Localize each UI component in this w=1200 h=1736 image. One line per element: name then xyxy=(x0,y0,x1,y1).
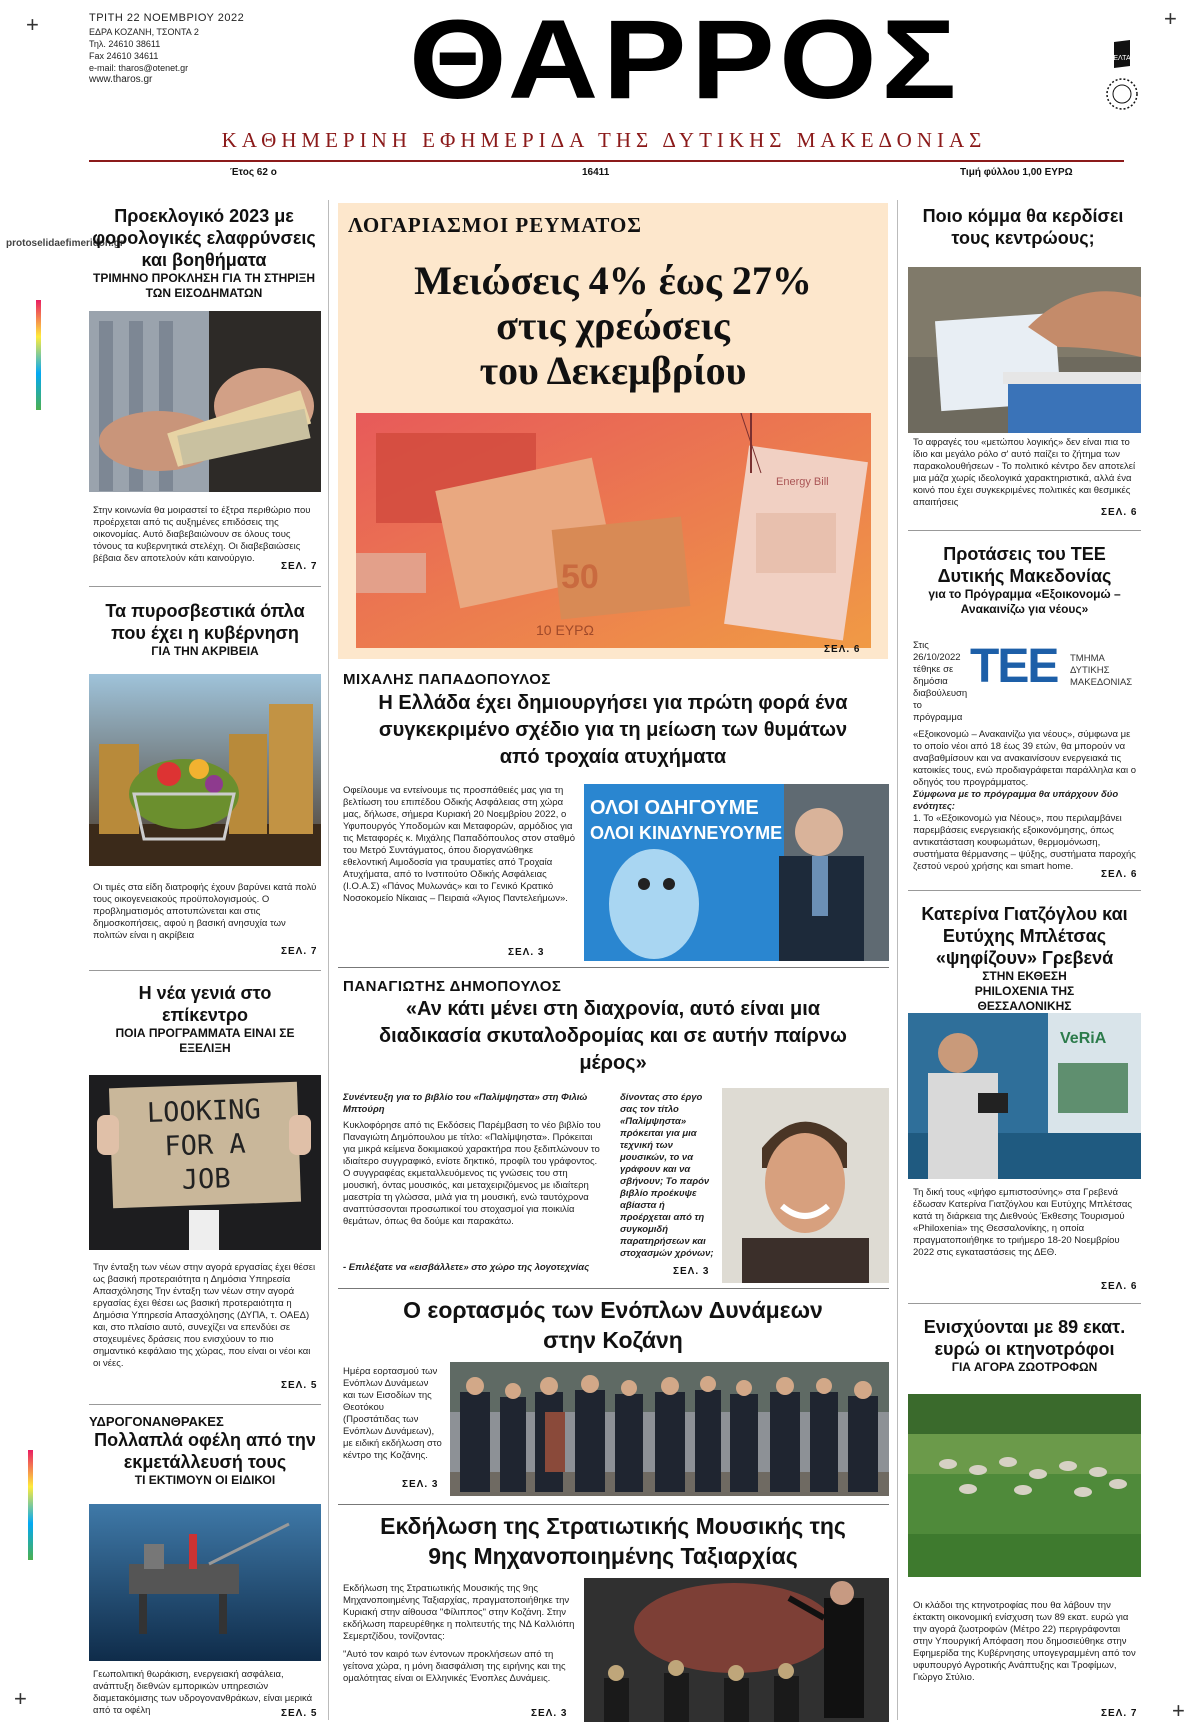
headline[interactable]: «Αν κάτι μένει στη διαχρονία, αυτό είναι μια διαδικασία σκυταλοδρομίας και σε αυτήν παίρνω μέρος» xyxy=(379,998,847,1074)
color-strip xyxy=(28,1450,33,1560)
article-text: Γεωπολιτική θωράκιση, ενεργειακή ασφάλεια, ανάπτυξη διεθνών εμπορικών υπηρεσιών διαμετακόμισης των υδρογονανθράκων, είναι μερικά από τα οφέλη xyxy=(93,1669,313,1716)
section-rule xyxy=(338,1504,889,1505)
sign-line: LOOKING xyxy=(146,1094,262,1129)
subheadline: ΠΟΙΑ ΠΡΟΓΡΑΜΜΑΤΑ ΕΙΝΑΙ ΣΕ ΕΞΕΛΙΞΗ xyxy=(115,1026,295,1055)
year-label: Έτος 62 ο xyxy=(230,167,277,178)
headline-line: στις χρεώσεις xyxy=(496,303,730,348)
banner-text: ΟΛΟΙ ΟΔΗΓΟΥΜΕ xyxy=(590,797,759,819)
headline[interactable]: Πολλαπλά οφέλη από την εκμετάλλευσή τους xyxy=(94,1430,316,1472)
subheadline: ΤΡΙΜΗΝΟ ΠΡΟΚΛΗΣΗ ΓΙΑ ΤΗ ΣΤΗΡΙΞΗ ΤΩΝ ΕΙΣΟΔΗΜΑΤΩΝ xyxy=(92,271,315,300)
article-text: Τη δική τους «ψήφο εμπιστοσύνης» στα Γρεβενά έδωσαν Κατερίνα Γιατζόγλου και Ευτύχης Μπλέτσας κατά τη διάρκεια της Διεθνούς Έκθεσης Τουρισμού «Philoxenia» της Θεσσαλονίκης, η οποία πραγματοποιήθηκε το τριήμερο 18-20 Νοεμβρίου 2022 στις εγκαταστάσεις της ΔΕΘ. xyxy=(913,1187,1132,1258)
note-label: 10 ΕΥΡΩ xyxy=(536,622,594,638)
headline[interactable]: Η νέα γενιά στο επίκεντρο xyxy=(138,983,272,1025)
article-text: Το αφραγές του «μετώπου λογικής» δεν είναι πια το ίδιο και μεγάλο ρόλο σ' αυτό παίζει το ζήτημα των παρακολουθήσεων - Το πολιτικό κέντρο δεν αποτελεί μια μάζα χωρίς ιδεολογικά χαρακτηριστικά, αλλά ένα κοινό που έχει συγκεκριμένες πολιτικές και θεσμικές απαιτήσεις xyxy=(913,437,1136,508)
page-ref[interactable]: ΣΕΛ. 3 xyxy=(508,947,545,958)
headline[interactable]: Ποιο κόμμα θα κερδίσει τους κεντρώους; xyxy=(922,206,1124,248)
page-ref[interactable]: ΣΕΛ. 6 xyxy=(1101,507,1138,518)
section-rule xyxy=(89,1404,321,1405)
oil-rig-photo xyxy=(89,1504,321,1661)
booth-sign: VeRiA xyxy=(1060,1030,1107,1047)
food-basket-photo xyxy=(89,674,321,866)
watermark: protoselidaefimeridon.gr xyxy=(6,238,124,249)
article-text: Οι τιμές στα είδη διατροφής έχουν βαρύνει κατά πολύ τους οικογενειακούς προϋπολογισμούς. Ο προβληματισμός αποτυπώνεται και στις δημοσκοπήσεις, αφού η βασική ανησυχία των πολιτών είναι η ακρίβεια xyxy=(93,882,317,941)
headline[interactable]: Ο εορτασμός των Ενόπλων Δυνάμεων στην Κοζάνη xyxy=(403,1297,823,1353)
article-text: Οφείλουμε να εντείνουμε τις προσπάθειές μας για τη βελτίωση του επιπέδου Οδικής Ασφάλειας στη χώρα μας, δήλωσε, σήμερα Κυριακή 20 Νοεμβρίου 2022, ο Υφυπουργός Υποδομών και Μεταφορών, αρμόδιος για τις Μεταφορές κ. Μιχάλης Παπαδόπουλος στον σταθμό του Μετρό Συντάγματος, όπου διοργανώθηκε εθελοντική Αιμοδοσία για τραυματίες από Τροχαία Ατυχήματα, από το Ινστιτούτο Οδικής Ασφάλειας (Ι.Ο.Α.Σ) «Πάνος Μυλωνάς» και το Γενικό Κρατικό Νοσοκομείο Νίκαιας – Πειραιά «Άγιος Παντελεήμων». xyxy=(343,785,576,904)
masthead-subtitle: ΚΑΘΗΜΕΡΙΝΗ ΕΦΗΜΕΡΙΔΑ ΤΗΣ ΔΥΤΙΚΗΣ ΜΑΚΕΔΟΝΙΑΣ xyxy=(221,128,987,152)
masthead-rule xyxy=(89,160,1124,162)
section-rule xyxy=(908,1303,1141,1304)
cardboard-sign xyxy=(109,1082,301,1208)
right-article-4-head xyxy=(908,1316,1141,1375)
energy-bill-photo xyxy=(356,413,871,648)
dimopoulos-portrait xyxy=(722,1088,889,1283)
crop-mark: + xyxy=(26,12,39,37)
feature-headline[interactable] xyxy=(338,258,888,393)
page-ref[interactable]: ΣΕΛ. 6 xyxy=(824,644,861,655)
banner-text: ΟΛΟΙ ΚΙΝΔΥΝΕΥΟΥΜΕ xyxy=(590,823,783,843)
subheadline: ΤΙ ΕΚΤΙΜΟΥΝ ΟΙ ΕΙΔΙΚΟΙ xyxy=(134,1473,276,1487)
article-text: «Εξοικονομώ – Ανακαινίζω για νέους», σύμφωνα με το οποίο νέοι από 18 έως 39 ετών, θα μπορούν να αναβαθμίσουν και να ανακαινίσουν ενεργειακά τις κατοικίες τους, ενώ προδιαγράφεται παράλληλα και ο οδηγός του προγράμματος. xyxy=(913,729,1136,788)
article-text: Οι κλάδοι της κτηνοτροφίας που θα λάβουν την έκτακτη οικονομική ενίσχυση των 89 εκατ. ευρώ για την αγορά ζωοτροφών (Μέτρο 22) περιγράφονται στην Υπουργική Απόφαση που δημοσιεύθηκε στην Εφημερίδα της Κυβέρνησης υπογεγραμμένη από τον υφυπουργό Αγροτικής Ανάπτυξης και Τροφίμων, Γιώργο Στύλιο. xyxy=(913,1600,1136,1683)
article-text: 1. Το «Εξοικονομώ για Νέους», που περιλαμβάνει παρεμβάσεις ενεργειακής εξοικονόμησης, όπως αντικατάσταση κουφωμάτων, θερμομόνωση, συστήματα θέρμανσης – ψύξης, συστήματα παροχής ζεστού νερού χρήσης και smart home. xyxy=(913,813,1136,872)
article-text: Την ένταξη των νέων στην αγορά εργασίας έχει θέσει ως βασική προτεραιότητα η Δημόσια Υπηρεσία Απασχόλησης Την ένταξη των νέων στην αγορά εργασίας έχει θέσει ως βασική προτεραιότητα η Δημόσια Υπηρεσία Απασχόλησης (ΔΥΠΑ, τ. ΟΑΕΔ) και, στο πλαίσιο αυτό, συνεχίζει να επενδύει σε στοχευμένες δράσεις που ενισχύουν το πιο σημαντικό κεφάλαιο της χώρας, που είναι οι νέοι και οι νέες. xyxy=(93,1262,316,1369)
column-divider xyxy=(328,200,329,1720)
fax: Fax 24610 34611 xyxy=(89,51,159,61)
headline[interactable]: Προεκλογικό 2023 με φορολογικές ελαφρύνσεις και βοηθήματα xyxy=(92,206,316,270)
armed-forces-photo xyxy=(450,1362,889,1496)
kicker: ΥΔΡΟΓΟΝΑΝΘΡΑΚΕΣ xyxy=(89,1414,224,1429)
tee-logo-text: ΤΕΕ xyxy=(970,640,1058,693)
hand xyxy=(289,1115,311,1155)
article-text: Σύμφωνα με το πρόγραμμα θα υπάρχουν δύο ενότητες: xyxy=(913,789,1119,812)
section-rule xyxy=(908,530,1141,531)
page-ref[interactable]: ΣΕΛ. 6 xyxy=(1101,869,1138,880)
sign-line: JOB xyxy=(181,1163,232,1196)
right-article-3-head xyxy=(908,903,1141,1014)
article-text: Κυκλοφόρησε από τις Εκδόσεις Παρέμβαση το νέο βιβλίο του Παναγιώτη Δημόπουλου με τίτλο: «Παλίμψηστα». Πρόκειται για μικρά κείμενα δοκιμιακού χαρακτήρα που ξεδιπλώνουν το ιδιαίτερο συγγραφικό, ενίοτε δηκτικό, προφίλ του γράφοντος. Ο συγγραφέας εκμεταλλευόμενος τις γνώσεις του στη μουσική, όντας μουσικός, και μεταχειριζόμενος με ιδιαίτερη μαεστρία τη γλώσσα, μιλά για τη μουσική, ενώ ταυτόχρονα αναπτύσσονται προσωπικοί του στοχασμοί για ποικιλία θεμάτων, όπως θα δούμε και παρακάτω. xyxy=(343,1120,601,1227)
article-text: Εκδήλωση της Στρατιωτικής Μουσικής της 9ης Μηχανοποιημένης Ταξιαρχίας, πραγματοποιήθηκε την Κυριακή στην αίθουσα "Φίλιππος" στην Κοζάνη. Στην εκδήλωση παρευρέθηκε η πολιτευτής της ΝΔ Καλλιόπη Σεμερτζίδου, τονίζοντας: xyxy=(343,1583,575,1642)
headline-line: του Δεκεμβρίου xyxy=(479,348,747,393)
section-rule xyxy=(89,970,321,971)
newspaper-logo: ΘΑΡΡΟΣ xyxy=(409,0,961,122)
issue-number: 16411 xyxy=(582,167,610,178)
article-lead: Συνέντευξη για το βιβλίο του «Παλίμψηστα» στη Φιλιώ Μπτούρη xyxy=(343,1092,588,1115)
headline[interactable]: Τα πυροσβεστικά όπλα που έχει η κυβέρνηση xyxy=(105,601,305,643)
article-text: "Αυτό τον καιρό των έντονων προκλήσεων από τη γείτονα χώρα, η μόνη διασφάλιση της ειρήνης και της ομαλότητας είναι οι Ελληνικές Ένοπλες Δυνάμεις. xyxy=(343,1649,566,1684)
article-question: - Επιλέξατε να «εισβάλλετε» στο χώρο της λογοτεχνίας xyxy=(343,1262,590,1273)
address: ΕΔΡΑ ΚΟΖΑΝΗ, ΤΣΟΝΤΑ 2 xyxy=(89,27,199,37)
article-text: Στις 26/10/2022 τέθηκε σε δημόσια διαβούλευση το πρόγραμμα xyxy=(913,640,968,723)
page-ref[interactable]: ΣΕΛ. 5 xyxy=(281,1708,318,1719)
tee-logo xyxy=(970,640,1140,695)
sheep-field-photo xyxy=(908,1394,1141,1577)
subheadline: ΣΤΗΝ ΕΚΘΕΣΗ PHILOXENIA ΤΗΣ ΘΕΣΣΑΛΟΝΙΚΗΣ xyxy=(974,969,1075,1013)
left-article-3-head xyxy=(89,982,321,1056)
feature-box xyxy=(338,203,888,659)
section-rule xyxy=(89,586,321,587)
philoxenia-photo xyxy=(908,1013,1141,1179)
headline[interactable]: Κατερίνα Γιατζόγλου και Ευτύχης Μπλέτσας «ψηφίζουν» Γρεβενά xyxy=(921,904,1128,968)
subheadline: ΓΙΑ ΑΓΟΡΑ ΖΩΟΤΡΟΦΩΝ xyxy=(951,1360,1098,1374)
email: e-mail: tharos@otenet.gr xyxy=(89,63,189,73)
crop-mark: + xyxy=(1164,6,1177,31)
road-safety-photo xyxy=(584,784,889,961)
note-value: 50 xyxy=(561,558,599,596)
headline[interactable]: Προτάσεις του ΤΕΕ Δυτικής Μακεδονίας xyxy=(937,544,1112,586)
subheadline: ΓΙΑ ΤΗΝ ΑΚΡΙΒΕΙΑ xyxy=(151,644,259,658)
website-link[interactable]: www.tharos.gr xyxy=(89,74,153,85)
shirt xyxy=(189,1210,219,1250)
masthead-info xyxy=(89,12,244,86)
article-text: Στην κοινωνία θα μοιραστεί το έξτρα περιθώριο που προέρχεται από τις αυξημένες επιδόσεις της οικονομίας. Αυτό διαβεβαιώνουν σε όλους τους τόνους τα κυβερνητικά στελέχη. Οι διαβεβαιώσεις βέβαια δεν αποτελούν κάτι καινούργιο. xyxy=(93,505,311,564)
phone: Τηλ. 24610 38611 xyxy=(89,39,161,49)
subheadline: για το Πρόγραμμα «Εξοικονομώ – Ανακαινίζω για νέους» xyxy=(928,587,1121,616)
section-rule xyxy=(338,1288,889,1289)
crop-mark: + xyxy=(1172,1698,1185,1723)
hand xyxy=(97,1115,119,1155)
section-rule xyxy=(338,967,889,968)
price-label: Τιμή φύλλου 1,00 ΕΥΡΩ xyxy=(960,167,1073,178)
right-article-1-head xyxy=(908,205,1138,249)
left-article-1-head xyxy=(89,205,319,301)
page-ref[interactable]: ΣΕΛ. 6 xyxy=(1101,1281,1138,1292)
right-article-2-head xyxy=(908,543,1141,617)
color-strip xyxy=(36,300,41,410)
bill-label: Energy Bill xyxy=(776,476,829,488)
page-ref[interactable]: ΣΕΛ. 7 xyxy=(281,946,318,957)
page-ref[interactable]: ΣΕΛ. 3 xyxy=(531,1708,568,1719)
page-ref[interactable]: ΣΕΛ. 3 xyxy=(402,1479,439,1490)
headline-line: Μειώσεις 4% έως 27% xyxy=(414,258,812,303)
headline[interactable]: Ενισχύονται με 89 εκατ. ευρώ οι κτηνοτρόφοι xyxy=(923,1317,1126,1359)
left-article-4-head xyxy=(89,1414,321,1488)
left-article-2-head xyxy=(89,600,321,659)
money-hands-photo xyxy=(89,311,321,492)
article-text: Ημέρα εορτασμού των Ενόπλων Δυνάμεων και των Εισοδίων της Θεοτόκου (Προστάτιδας των Ενόπλων Δυνάμεων), με ειδική εκδήλωση στο κέντρο της Κοζάνης. xyxy=(343,1366,442,1461)
feature-kicker: ΛΟΓΑΡΙΑΣΜΟΙ ΡΕΥΜΑΤΟΣ xyxy=(348,213,643,237)
crop-mark: + xyxy=(14,1686,27,1711)
ballot-photo xyxy=(908,267,1141,433)
issue-date: ΤΡΙΤΗ 22 ΝΟΕΜΒΡΙΟΥ 2022 xyxy=(89,12,245,24)
headline[interactable]: Η Ελλάδα έχει δημιουργήσει για πρώτη φορά ένα συγκεκριμένο σχέδιο για τη μείωση των θυμάτων από τροχαία ατυχήματα xyxy=(378,692,848,768)
page-ref[interactable]: ΣΕΛ. 5 xyxy=(281,1380,318,1391)
page-ref[interactable]: ΣΕΛ. 7 xyxy=(281,561,318,572)
article-kicker: ΠΑΝΑΓΙΩΤΗΣ ΔΗΜΟΠΟΥΛΟΣ xyxy=(343,978,562,995)
sign-line: FOR A xyxy=(163,1128,247,1163)
looking-for-job-photo xyxy=(89,1075,321,1250)
elta-badge xyxy=(1100,36,1142,118)
column-divider xyxy=(897,200,898,1720)
tee-department: ΤΜΗΜΑ ΔΥΤΙΚΗΣ ΜΑΚΕΔΟΝΙΑΣ xyxy=(1070,653,1133,688)
page-ref[interactable]: ΣΕΛ. 3 xyxy=(673,1266,710,1277)
article-quote: δίνοντας στο έργο σας τον τίτλο «Παλίμψηστα» πρόκειται για μια τεχνική των μουσικών, το να γράφουν και να σβήνουν; Το παρόν βιβλίο προέκυψε αβίαστα ή προέρχεται από τη συγκομιδή παρατηρήσεων και στοχασμών χρόνων; xyxy=(620,1092,714,1259)
article-kicker: ΜΙΧΑΛΗΣ ΠΑΠΑΔΟΠΟΥΛΟΣ xyxy=(343,671,551,688)
headline[interactable]: Εκδήλωση της Στρατιωτικής Μουσικής της 9ης Μηχανοποιημένης Ταξιαρχίας xyxy=(380,1513,846,1569)
page-ref[interactable]: ΣΕΛ. 7 xyxy=(1101,1708,1138,1719)
elta-text: ΕΛΤΑ xyxy=(1113,55,1131,62)
section-rule xyxy=(908,890,1141,891)
military-band-photo xyxy=(584,1578,889,1722)
